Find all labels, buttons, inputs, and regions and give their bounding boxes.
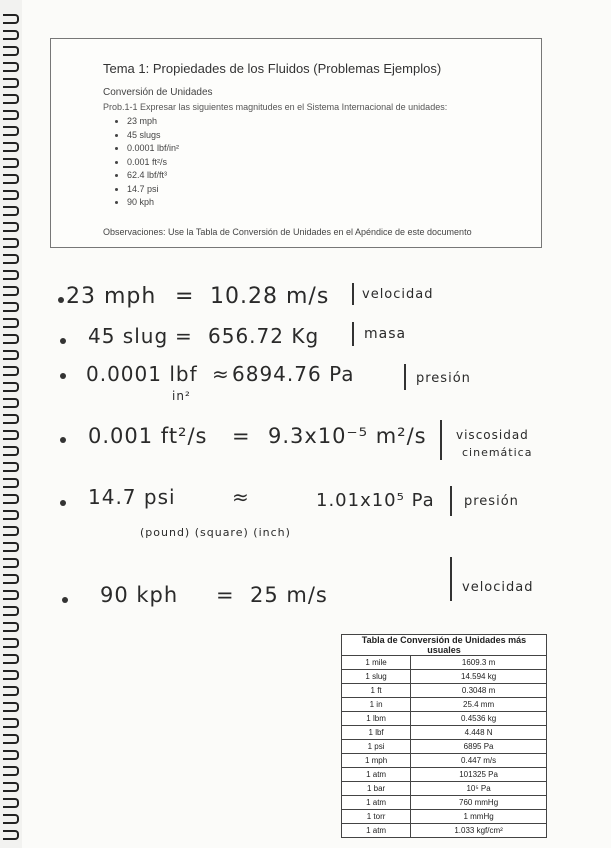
- table-row: [342, 698, 547, 712]
- table-row: [342, 824, 547, 838]
- bullet-dot: [60, 338, 66, 344]
- table-cell: 0.4536 kg: [411, 712, 547, 726]
- spiral-ring: [3, 574, 19, 584]
- hw-rhs: 25 m/s: [250, 583, 328, 607]
- table-cell: 1 psi: [342, 740, 411, 754]
- table-row: [342, 810, 547, 824]
- spiral-binding: [0, 0, 22, 848]
- quantity-list: [113, 115, 179, 210]
- spiral-ring: [3, 654, 19, 664]
- spiral-ring: [3, 14, 19, 24]
- table-cell: 1 atm: [342, 824, 411, 838]
- hw-rhs: 9.3x10⁻⁵ m²/s: [268, 424, 427, 448]
- spiral-ring: [3, 622, 19, 632]
- spiral-ring: [3, 110, 19, 120]
- hw-op: =: [175, 324, 193, 348]
- spiral-ring: [3, 174, 19, 184]
- divider: [404, 364, 406, 390]
- list-item: • 23 mph: [127, 115, 179, 129]
- spiral-ring: [3, 142, 19, 152]
- spiral-ring: [3, 494, 19, 504]
- spiral-ring: [3, 782, 19, 792]
- spiral-ring: [3, 190, 19, 200]
- hw-label: presión: [416, 371, 471, 386]
- spiral-ring: [3, 46, 19, 56]
- table-cell: 1 mph: [342, 754, 411, 768]
- spiral-ring: [3, 734, 19, 744]
- spiral-ring: [3, 638, 19, 648]
- spiral-ring: [3, 462, 19, 472]
- observation-note: Observaciones: Use la Tabla de Conversión de Unidades en el Apéndice de este documento: [103, 227, 472, 237]
- spiral-ring: [3, 798, 19, 808]
- table-cell: 1 bar: [342, 782, 411, 796]
- printed-problem-sheet: [50, 38, 542, 248]
- table-cell: 1 slug: [342, 670, 411, 684]
- table-row: [342, 782, 547, 796]
- table-row: [342, 768, 547, 782]
- divider: [440, 420, 442, 460]
- spiral-ring: [3, 590, 19, 600]
- list-item: • 0.001 ft²/s: [127, 156, 179, 170]
- hw-label: viscosidad: [456, 428, 529, 442]
- spiral-ring: [3, 302, 19, 312]
- spiral-ring: [3, 750, 19, 760]
- spiral-ring: [3, 334, 19, 344]
- spiral-ring: [3, 382, 19, 392]
- hw-lhs: 90 kph: [100, 583, 179, 607]
- spiral-ring: [3, 238, 19, 248]
- table-cell: 1 mile: [342, 656, 411, 670]
- spiral-ring: [3, 606, 19, 616]
- spiral-ring: [3, 270, 19, 280]
- table-cell: 1 atm: [342, 796, 411, 810]
- hw-op: =: [232, 424, 251, 448]
- hw-label: velocidad: [362, 287, 434, 302]
- list-item: • 90 kph: [127, 196, 179, 210]
- bullet-dot: [60, 373, 66, 379]
- hw-lhs: 45 slug: [88, 324, 169, 348]
- spiral-ring: [3, 558, 19, 568]
- divider: [450, 486, 452, 516]
- hw-annotation: (pound) (square) (inch): [140, 526, 291, 539]
- spiral-ring: [3, 670, 19, 680]
- spiral-ring: [3, 478, 19, 488]
- problem-statement: Prob.1-1 Expresar las siguientes magnitudes en el Sistema Internacional de unidades:: [103, 102, 448, 112]
- table-row: [342, 726, 547, 740]
- hw-label: velocidad: [462, 580, 534, 595]
- hw-lhs: 14.7 psi: [88, 485, 176, 509]
- table-cell: 1.033 kgf/cm²: [411, 824, 547, 838]
- hw-label-2: cinemática: [462, 446, 533, 459]
- spiral-ring: [3, 62, 19, 72]
- spiral-ring: [3, 446, 19, 456]
- table-row: [342, 796, 547, 810]
- spiral-ring: [3, 526, 19, 536]
- hw-lhs: 23 mph: [66, 284, 157, 309]
- hw-label: masa: [364, 326, 407, 342]
- table-cell: 1 torr: [342, 810, 411, 824]
- table-cell: 1 lbm: [342, 712, 411, 726]
- table-cell: 101325 Pa: [411, 768, 547, 782]
- hw-rhs: 1.01x10⁵ Pa: [316, 490, 435, 511]
- list-item: • 0.0001 lbf/in²: [127, 142, 179, 156]
- spiral-ring: [3, 766, 19, 776]
- spiral-ring: [3, 78, 19, 88]
- table-cell: 4.448 N: [411, 726, 547, 740]
- hw-op: =: [175, 284, 195, 309]
- table-cell: 1 atm: [342, 768, 411, 782]
- hw-rhs: 656.72 Kg: [208, 324, 320, 348]
- spiral-ring: [3, 542, 19, 552]
- list-item: • 45 slugs: [127, 129, 179, 143]
- spiral-ring: [3, 430, 19, 440]
- divider: [450, 557, 452, 601]
- spiral-ring: [3, 222, 19, 232]
- table-row: [342, 754, 547, 768]
- hw-rhs: 10.28 m/s: [210, 284, 330, 309]
- sheet-title: Tema 1: Propiedades de los Fluidos (Problemas Ejemplos): [103, 61, 442, 76]
- table-cell: 14.594 kg: [411, 670, 547, 684]
- spiral-ring: [3, 158, 19, 168]
- spiral-ring: [3, 814, 19, 824]
- spiral-ring: [3, 126, 19, 136]
- table-body: [342, 656, 547, 838]
- table-cell: 0.447 m/s: [411, 754, 547, 768]
- sheet-subtitle: Conversión de Unidades: [103, 87, 213, 98]
- table-row: [342, 684, 547, 698]
- table-caption: Tabla de Conversión de Unidades más usuales: [342, 635, 547, 656]
- divider: [352, 322, 354, 346]
- table-cell: 1 ft: [342, 684, 411, 698]
- table-row: [342, 670, 547, 684]
- hw-lhs: 0.001 ft²/s: [88, 424, 208, 448]
- spiral-ring: [3, 30, 19, 40]
- bullet-dot: [60, 437, 66, 443]
- hw-lhs: 0.0001 lbf: [86, 362, 198, 386]
- conversion-table: [341, 634, 547, 838]
- bullet-dot: [58, 297, 64, 303]
- spiral-ring: [3, 398, 19, 408]
- table-cell: 0.3048 m: [411, 684, 547, 698]
- hw-op: =: [216, 583, 235, 607]
- spiral-ring: [3, 350, 19, 360]
- table-row: [342, 740, 547, 754]
- bullet-dot: [62, 597, 68, 603]
- table-cell: 1 mmHg: [411, 810, 547, 824]
- spiral-ring: [3, 414, 19, 424]
- table-cell: 1609.3 m: [411, 656, 547, 670]
- table-row: [342, 712, 547, 726]
- bullet-dot: [60, 500, 66, 506]
- spiral-ring: [3, 718, 19, 728]
- divider: [352, 283, 354, 305]
- spiral-ring: [3, 830, 19, 840]
- spiral-ring: [3, 206, 19, 216]
- spiral-ring: [3, 318, 19, 328]
- table-cell: 10⁵ Pa: [411, 782, 547, 796]
- table-cell: 25.4 mm: [411, 698, 547, 712]
- list-item: • 62.4 lbf/ft³: [127, 169, 179, 183]
- hw-op: ≈: [212, 362, 230, 386]
- spiral-ring: [3, 702, 19, 712]
- spiral-ring: [3, 286, 19, 296]
- hw-label: presión: [464, 494, 519, 509]
- spiral-ring: [3, 366, 19, 376]
- table-cell: 1 in: [342, 698, 411, 712]
- hw-op: ≈: [232, 485, 250, 509]
- spiral-ring: [3, 94, 19, 104]
- spiral-ring: [3, 254, 19, 264]
- list-item: • 14.7 psi: [127, 183, 179, 197]
- table-cell: 6895 Pa: [411, 740, 547, 754]
- table-row: [342, 656, 547, 670]
- table-cell: 760 mmHg: [411, 796, 547, 810]
- spiral-ring: [3, 686, 19, 696]
- hw-rhs: 6894.76 Pa: [232, 362, 355, 386]
- table-cell: 1 lbf: [342, 726, 411, 740]
- spiral-ring: [3, 510, 19, 520]
- hw-lhs-denominator: in²: [172, 389, 191, 403]
